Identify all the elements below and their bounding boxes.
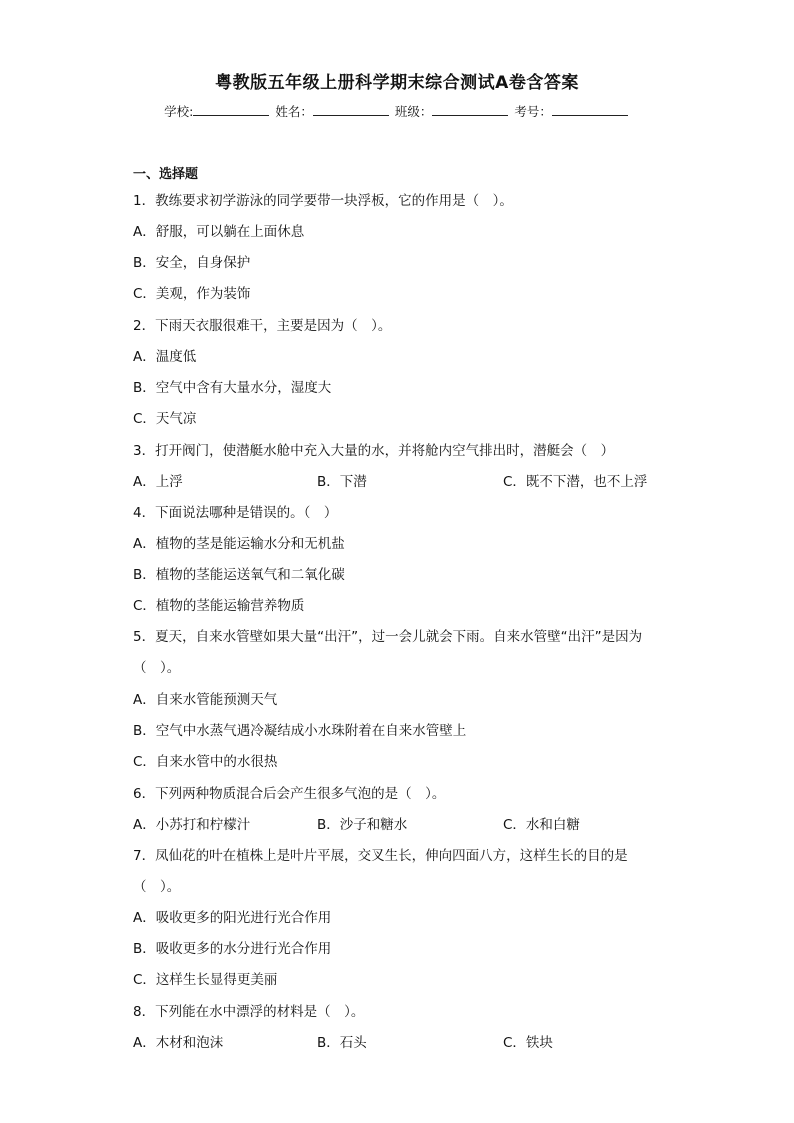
question-7-option-c: C．这样生长显得更美丽 — [133, 972, 278, 988]
student-info-line — [0, 102, 794, 120]
question-4-option-b: B．植物的茎能运送氧气和二氧化碳 — [133, 567, 345, 583]
question-4-stem: 4．下面说法哪种是错误的。（ ） — [133, 505, 338, 521]
class-blank[interactable] — [432, 103, 508, 116]
class-label: 班级： — [394, 104, 433, 119]
question-6-option-a: A．小苏打和柠檬汁 — [133, 817, 251, 833]
question-4-option-a: A．植物的茎是能运输水分和无机盐 — [133, 536, 345, 552]
question-5-option-c: C．自来水管中的水很热 — [133, 754, 278, 770]
question-6-options — [133, 815, 663, 835]
question-3-options — [133, 472, 663, 492]
question-8-option-b: B．石头 — [317, 1035, 367, 1051]
number-label: 考号： — [514, 104, 552, 119]
question-2-option-c: C．天气凉 — [133, 411, 197, 427]
question-4-option-c: C．植物的茎能运输营养物质 — [133, 598, 305, 614]
question-3-option-a: A．上浮 — [133, 474, 183, 490]
question-1-option-a: A．舒服，可以躺在上面休息 — [133, 224, 305, 240]
question-6-option-b: B．沙子和糖水 — [317, 817, 408, 833]
question-5-option-a: A．自来水管能预测天气 — [133, 692, 278, 708]
question-7-stem-cont: （ ）。 — [133, 879, 181, 895]
question-3-option-c: C．既不下潜，也不上浮 — [503, 474, 648, 490]
school-label: 学校: — [164, 104, 194, 119]
question-6-stem: 6．下列两种物质混合后会产生很多气泡的是（ ）。 — [133, 786, 446, 802]
number-blank[interactable] — [552, 103, 628, 116]
name-blank[interactable] — [313, 103, 389, 116]
question-8-option-c: C．铁块 — [503, 1035, 553, 1051]
question-1-option-c: C．美观，作为装饰 — [133, 286, 251, 302]
question-2-option-b: B．空气中含有大量水分，湿度大 — [133, 380, 332, 396]
question-8-stem: 8．下列能在水中漂浮的材料是（ ）。 — [133, 1004, 365, 1020]
question-8-option-a: A．木材和泡沫 — [133, 1035, 224, 1051]
question-5-option-b: B．空气中水蒸气遇冷凝结成小水珠附着在自来水管壁上 — [133, 723, 467, 739]
question-2-stem: 2．下雨天衣服很难干，主要是因为（ ）。 — [133, 318, 392, 334]
question-7-option-b: B．吸收更多的水分进行光合作用 — [133, 941, 332, 957]
question-1-option-b: B．安全，自身保护 — [133, 255, 251, 271]
question-2-option-a: A．温度低 — [133, 349, 197, 365]
question-6-option-c: C．水和白糖 — [503, 817, 580, 833]
section-title: 一、选择题 — [133, 167, 199, 182]
question-7-option-a: A．吸收更多的阳光进行光合作用 — [133, 910, 332, 926]
name-label: 姓名： — [275, 104, 313, 119]
question-5-stem: 5．夏天，自来水管壁如果大量“出汗”，过一会儿就会下雨。自来水管壁“出汗”是因为 — [133, 629, 643, 645]
school-blank[interactable] — [193, 103, 269, 116]
exam-title: 粤教版五年级上册科学期末综合测试A卷含答案 — [215, 73, 579, 93]
question-5-stem-cont: （ ）。 — [133, 660, 181, 676]
question-3-stem: 3．打开阀门，使潜艇水舱中充入大量的水，并将舱内空气排出时，潜艇会（ ） — [133, 443, 615, 459]
question-1-stem: 1．教练要求初学游泳的同学要带一块浮板，它的作用是（ ）。 — [133, 193, 513, 209]
question-7-stem: 7．凤仙花的叶在植株上是叶片平展，交叉生长，伸向四面八方，这样生长的目的是 — [133, 848, 628, 864]
question-3-option-b: B．下潜 — [317, 474, 367, 490]
question-8-options — [133, 1033, 663, 1053]
